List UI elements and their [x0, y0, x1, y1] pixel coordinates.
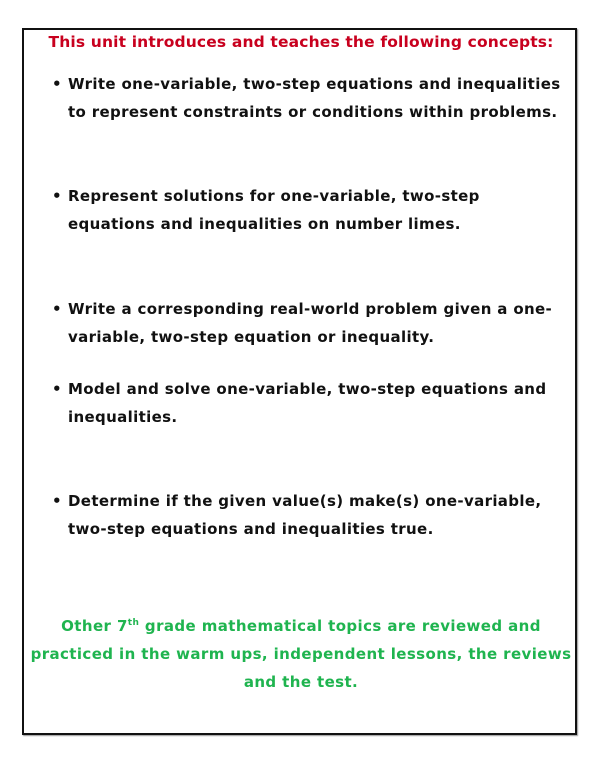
- ordinal-suffix: th: [127, 618, 140, 628]
- closing-text-start: Other 7: [61, 617, 128, 635]
- bullet-icon: •: [52, 492, 62, 510]
- concept-text: Write a corresponding real-world problem given a one-variable, two-step equation or inequality.: [68, 300, 553, 347]
- bullet-icon: •: [52, 380, 62, 398]
- bullet-icon: •: [52, 300, 62, 318]
- concept-text: Represent solutions for one-variable, two-step equations and inequalities on number limes.: [68, 187, 480, 234]
- concept-item-4: [52, 375, 568, 431]
- concept-item-3: [52, 295, 568, 351]
- concept-item-2: [52, 182, 568, 238]
- concept-item-5: [52, 487, 568, 543]
- concept-item-1: [52, 70, 568, 126]
- closing-note: [30, 612, 572, 697]
- closing-text-rest: grade mathematical topics are reviewed and practiced in the warm ups, independent lessons, the reviews and the test.: [30, 617, 572, 692]
- concept-text: Model and solve one-variable, two-step equations and inequalities.: [68, 380, 547, 427]
- concept-text: Write one-variable, two-step equations and inequalities to represent constraints or conditions within problems.: [68, 75, 561, 122]
- bullet-icon: •: [52, 75, 62, 93]
- concept-text: Determine if the given value(s) make(s) one-variable, two-step equations and inequalities true.: [68, 492, 542, 539]
- unit-heading: This unit introduces and teaches the following concepts:: [48, 33, 554, 51]
- bullet-icon: •: [52, 187, 62, 205]
